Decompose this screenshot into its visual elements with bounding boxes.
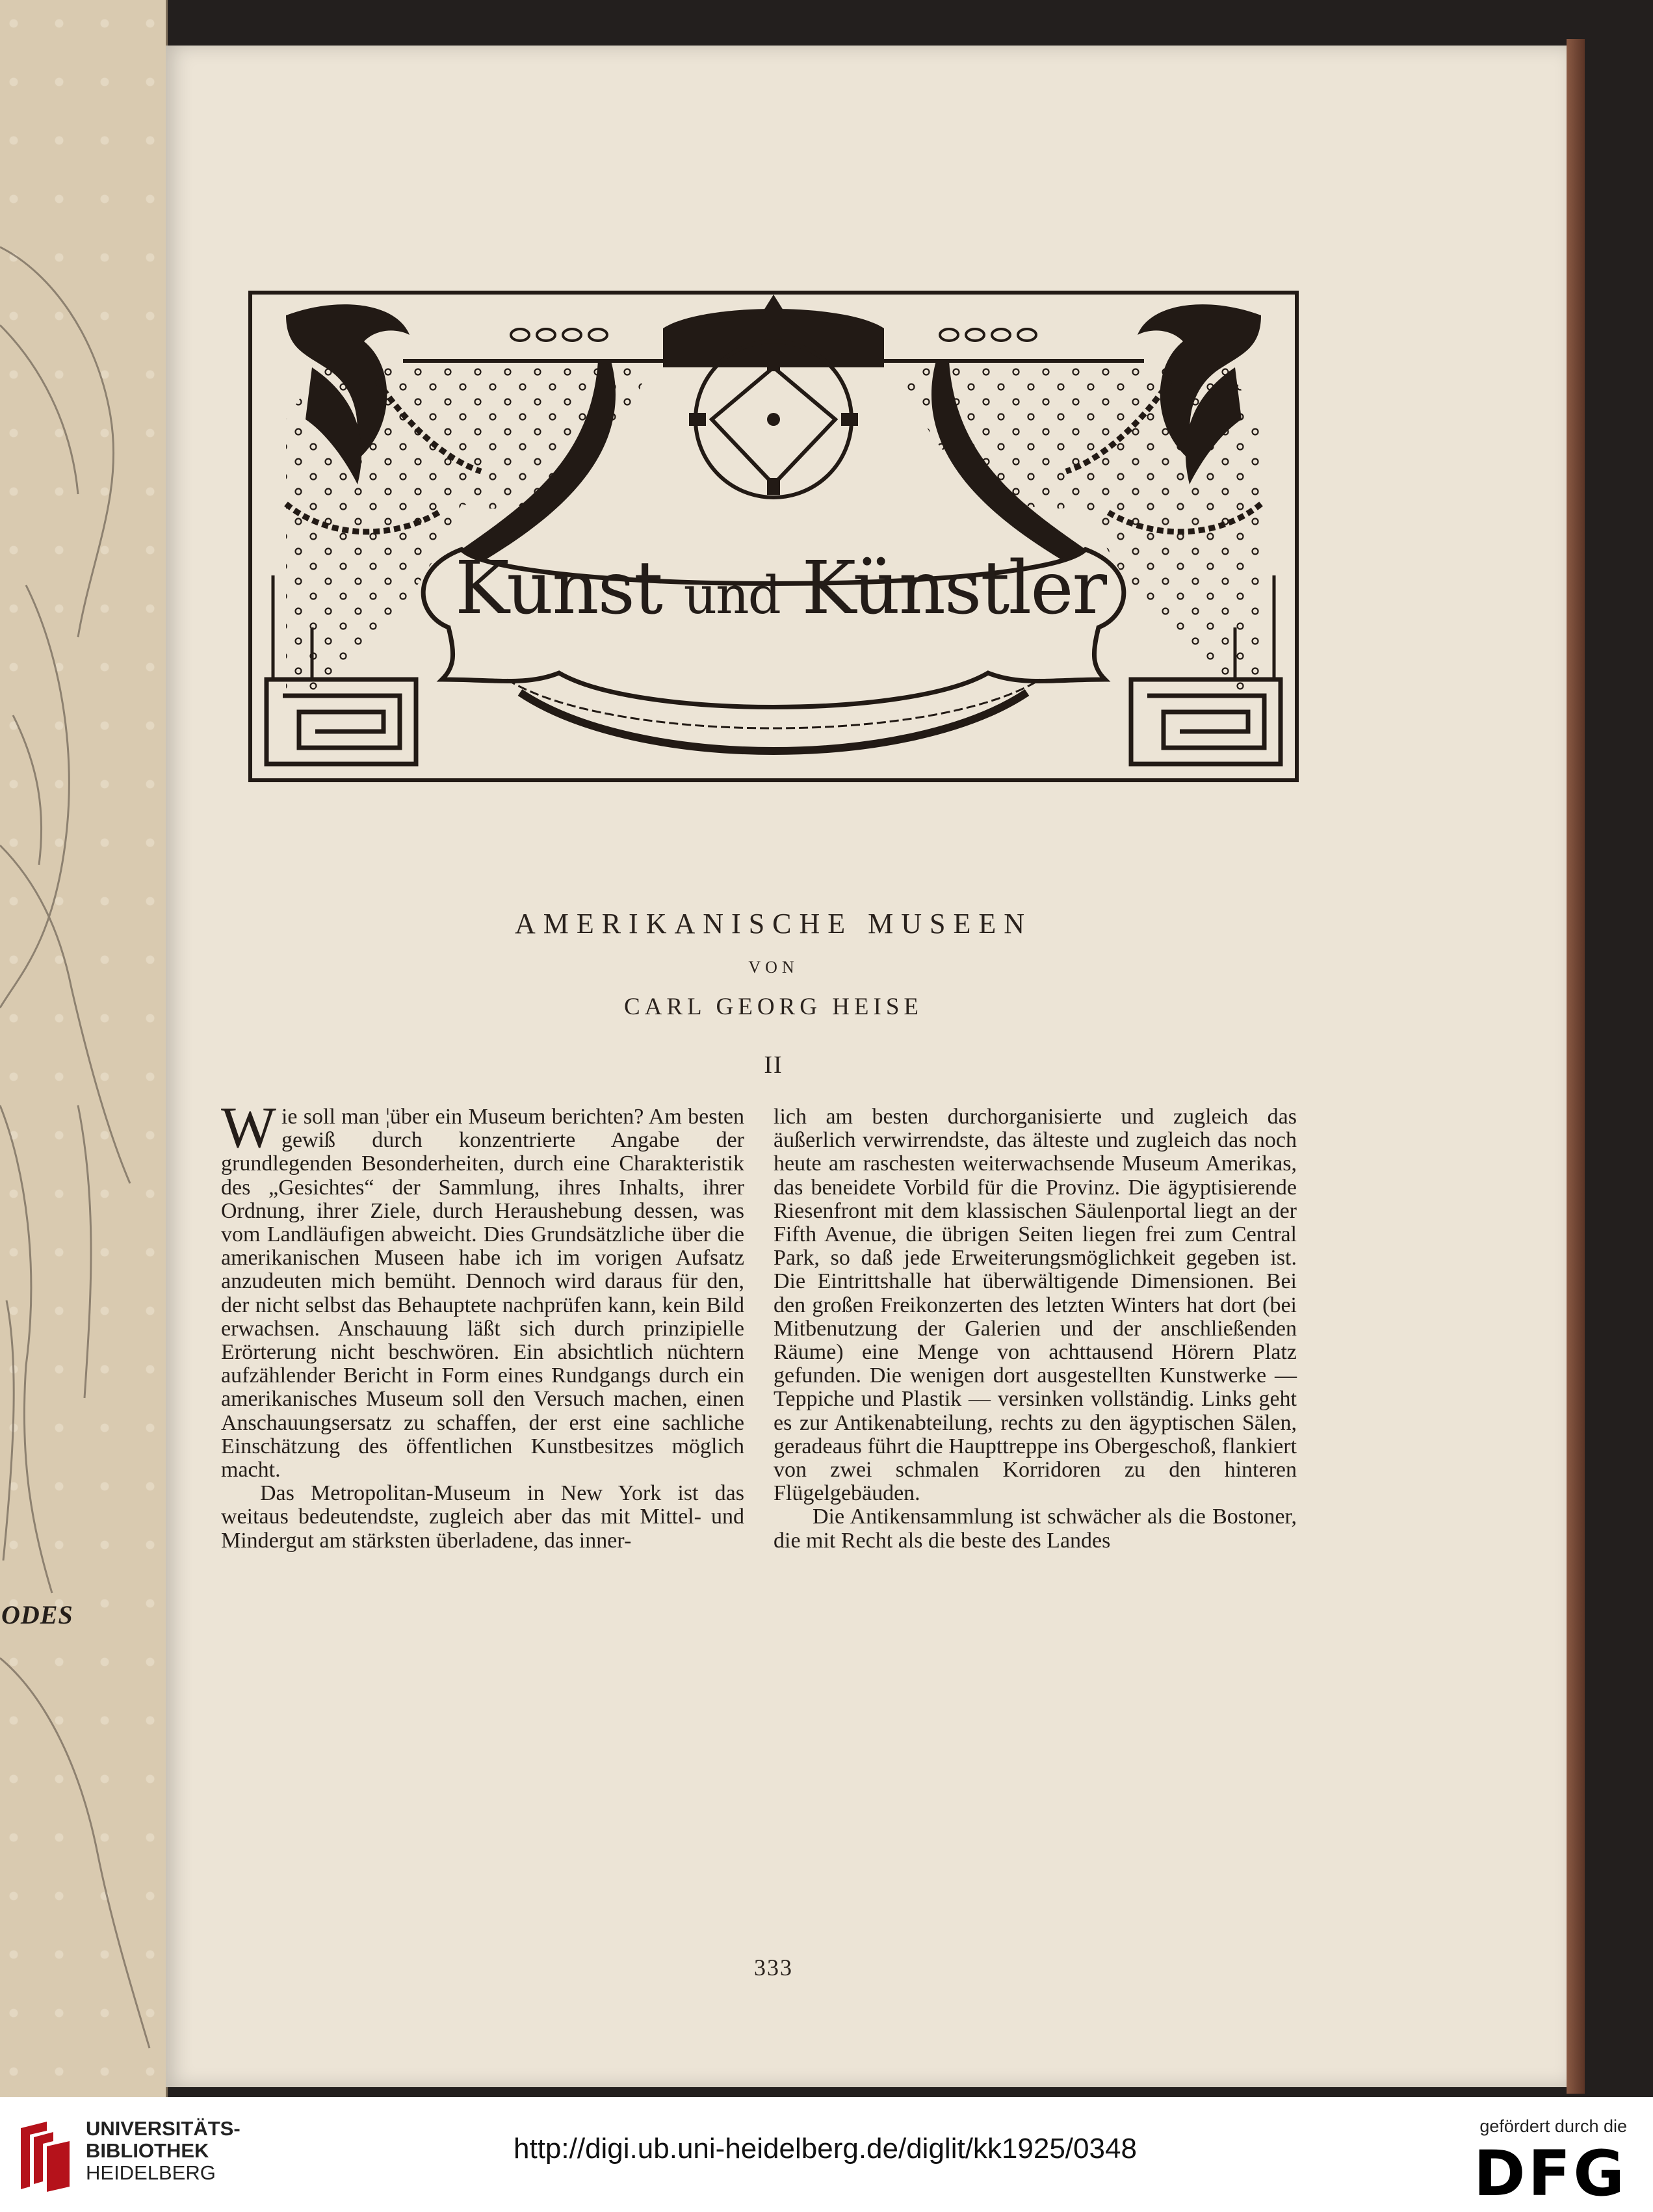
right-text-column (774, 1105, 1297, 1553)
viewer-footer (0, 2097, 1653, 2212)
paragraph: Die Antikensammlung ist schwächer als die Bostoner, die mit Recht als die beste des Landes (774, 1505, 1297, 1553)
pencil-sketch-illustration (0, 0, 166, 2097)
paragraph: lich am besten durchorganisierte und zugleich das äußerlich verwirrendste, das älteste und zugleich das noch heute am raschesten weiterwachsende Museum Amerikas, das beneidete Vorbild für die Provinz. Die ägyptisierende Riesenfront mit dem klassischen Säulenportal liegt an der Fifth Avenue, die übrigen Seiten liegen frei zum Central Park, so daß jede Erweiterungsmöglichkeit gegeben ist. Die Eintrittshalle hat überwältigende Dimensionen. Bei den großen Freikonzerten des letzten Winters hat dort (bei Mitbenutzung der Galerien und der anschließenden Räume) eine Menge von achttausend Hörern Platz gefunden. Die wenigen dort ausgestellten Kunstwerke — Teppiche und Plastik — versinken vollständig. Links geht es zur Antikenabteilung, rechts zu den ägyptischen Sälen, geradeaus führt die Haupttreppe ins Obergeschoß, flankiert von zwei schmalen Korridoren zu den hinteren Flügelgebäuden. (774, 1105, 1297, 1506)
page-number: 333 (754, 1955, 793, 1981)
library-name-line: HEIDELBERG (86, 2161, 216, 2184)
masthead-title-und: und (683, 565, 780, 625)
section-number: II (764, 1051, 783, 1079)
library-name-line: UNIVERSITÄTS- (86, 2117, 241, 2140)
paragraph-text: ie soll man ¦über ein Museum berichten? Am besten gewiß durch konzentrierte Angabe der grundlegenden Besonderheiten, durch eine Charakteristik des „Gesichtes“ der Sammlung, ihres Inhalts, ihrer Ordnung, ihrer Ziele, durch Heraushebung dessen, was vom Landläufigen abweicht. Dies Grundsätzliche über die amerikanischen Museen habe ich im vorigen Aufsatz anzudeuten mich bemüht. Dennoch wird daraus für den, der nicht selbst das Behauptete nachprüfen kann, kein Bild erwachsen. Anschauung läßt sich durch prinzipielle Erörterung nicht beschwören. Ein absichtlich nüchtern aufzählender Bericht in Form eines Rundgangs durch ein amerikanisches Museum soll den Versuch machen, einen Anschauungsersatz zu schaffen, der erst eine sachliche Einschätzung des öffentlichen Kunstbesitzes möglich macht. (221, 1105, 744, 1482)
paragraph: Das Metropolitan-Museum in New York ist das weitaus bedeutendste, zugleich aber das mit Mittel- und Mindergut am stärksten überladene, das inner- (221, 1481, 744, 1553)
byline-prefix: VON (748, 958, 799, 977)
university-library-name (86, 2118, 241, 2184)
article-author: CARL GEORG HEISE (623, 994, 924, 1020)
dfg-logo: DFG (1473, 2137, 1627, 2210)
book-cover-edge (1567, 39, 1585, 2094)
drop-cap: W (221, 1096, 276, 1160)
article-title: AMERIKANISCHE MUSEEN (514, 908, 1033, 940)
library-name-line: BIBLIOTHEK (86, 2139, 209, 2162)
ornamental-masthead-vignette (247, 289, 1300, 783)
funder-caption: gefördert durch die (1479, 2116, 1627, 2136)
masthead-title-kuenstler: Künstler (801, 546, 1106, 631)
masthead-title (455, 546, 1106, 631)
left-text-column (221, 1096, 744, 1553)
previous-page-text-fragment: ODES (1, 1600, 73, 1629)
permalink-url[interactable]: http://digi.ub.uni-heidelberg.de/diglit/kk1925/0348 (514, 2133, 1137, 2165)
university-library-logo-icon (14, 2122, 76, 2193)
paragraph (221, 1096, 744, 1482)
previous-page-edge (0, 0, 168, 2097)
masthead-title-kunst: Kunst (455, 546, 662, 631)
